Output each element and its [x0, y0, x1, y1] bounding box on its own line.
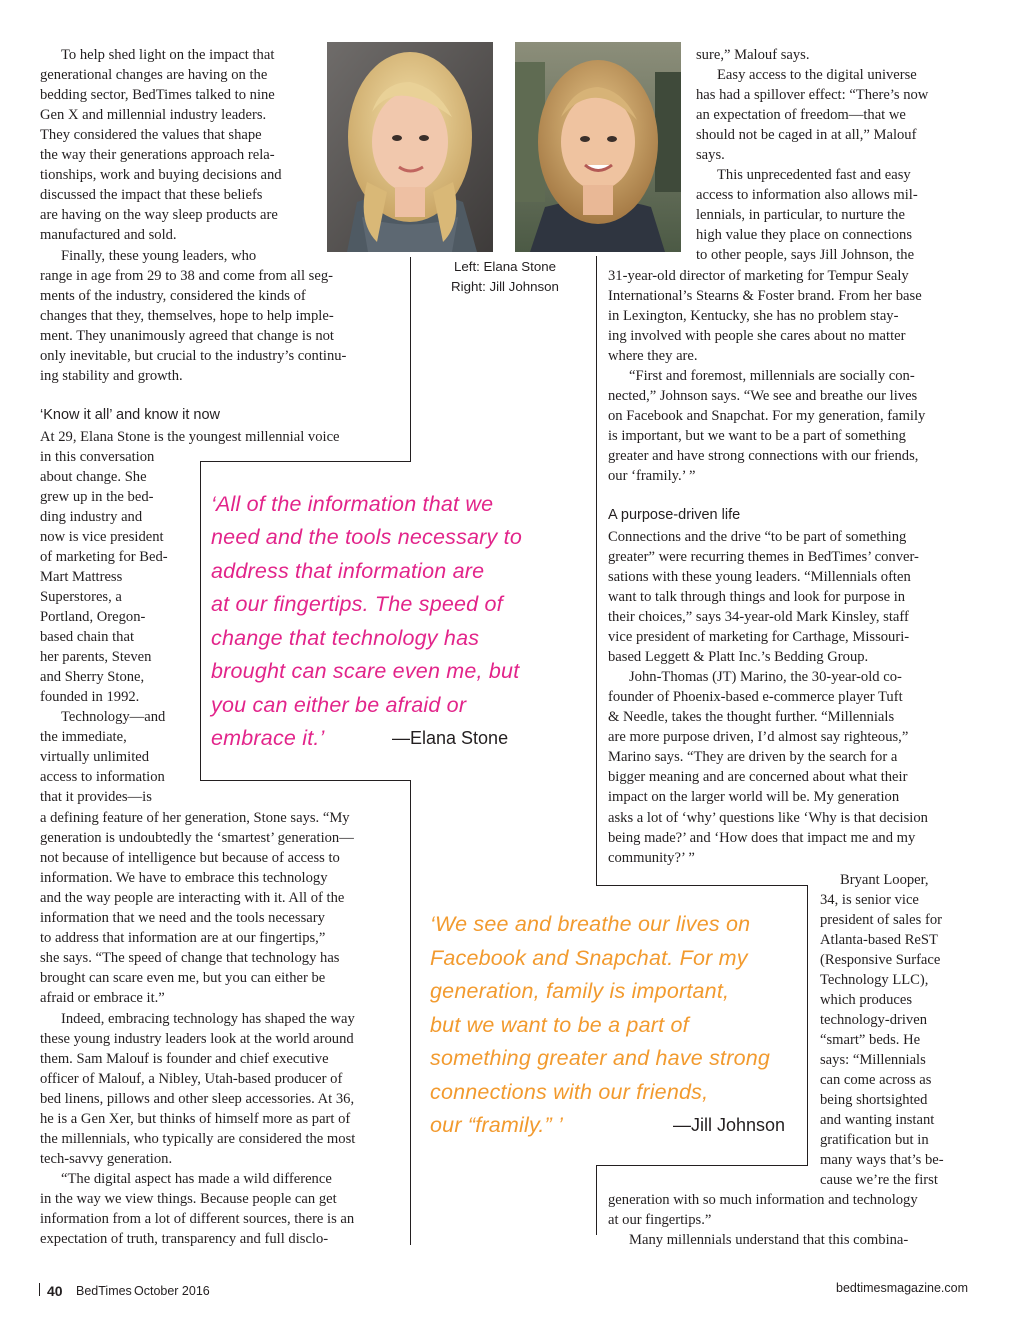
text-line: asks a lot of ‘why’ questions like ‘Why is that decision — [608, 810, 928, 826]
footer-divider — [39, 1283, 40, 1296]
text-line: ing stability and growth. — [40, 368, 183, 384]
text-line: president of sales for — [820, 912, 942, 928]
text-line: in this conversation — [40, 449, 155, 465]
text-line: nected,” Johnson says. “We see and breathe our lives — [608, 388, 918, 404]
text-line: a defining feature of her generation, Stone says. “My — [40, 810, 350, 826]
text-line: greater and have strong connections with our friends, — [608, 448, 919, 464]
text-line: founder of Phoenix-based e-commerce player Tuft — [608, 689, 903, 705]
text-line: community?’ ” — [608, 850, 695, 866]
text-line: information that we need and the tools necessary — [40, 910, 325, 926]
elana-stone-photo — [327, 42, 493, 252]
text-line: tionships, work and buying decisions and — [40, 167, 282, 183]
text-line: about change. She — [40, 469, 147, 485]
text-line: ment. They unanimously agreed that change is not — [40, 328, 334, 344]
text-line: that it provides—is — [40, 789, 152, 805]
text-line: afraid or embrace it.” — [40, 990, 165, 1006]
website-link[interactable]: bedtimesmagazine.com — [836, 1281, 969, 1295]
text-line: in Lexington, Kentucky, she has no problem stay- — [608, 308, 899, 324]
text-line: Bryant Looper, — [840, 872, 929, 888]
text-line: bed linens, pillows and other sleep accessories. At 36, — [40, 1091, 355, 1107]
text-line: founded in 1992. — [40, 689, 140, 705]
text-line: high value they place on connections — [696, 227, 912, 243]
quote-line: ‘We see and breathe our lives on — [430, 912, 751, 936]
quote-line: brought can scare even me, but — [211, 659, 520, 683]
text-line: access to information also allows mil- — [696, 187, 918, 203]
quote-line: change that technology has — [211, 626, 480, 650]
text-line: the millennials, who typically are considered the most — [40, 1131, 356, 1147]
text-line: & Needle, takes the thought further. “Millennials — [608, 709, 895, 725]
text-line: range in age from 29 to 38 and come from all seg- — [40, 268, 333, 284]
text-line: sations with these young leaders. “Millennials often — [608, 569, 911, 585]
text-line: based Leggett & Platt Inc.’s Bedding Group. — [608, 649, 869, 665]
text-line: Technology LLC), — [820, 972, 929, 988]
text-line: cause we’re the first — [820, 1172, 938, 1188]
text-line: are more purpose driven, I’d almost say righteous,” — [608, 729, 909, 745]
text-line: not because of intelligence but because of access to — [40, 850, 340, 866]
text-line: tech-savvy generation. — [40, 1151, 173, 1167]
divider-rule — [200, 780, 411, 781]
text-line: which produces — [820, 992, 912, 1008]
text-line: information from a lot of different sources, there is an — [40, 1211, 355, 1227]
text-line: only inevitable, but crucial to the industry’s continu- — [40, 348, 347, 364]
text-line: our ‘framily.’ ” — [608, 468, 696, 484]
text-line: many ways that’s be- — [820, 1152, 944, 1168]
portrait-photo-icon — [515, 42, 681, 252]
text-line: and Sherry Stone, — [40, 669, 145, 685]
text-line: Indeed, embracing technology has shaped the way — [61, 1011, 355, 1027]
quote-line: Facebook and Snapchat. For my — [430, 946, 748, 970]
text-line: her parents, Steven — [40, 649, 152, 665]
text-line: bigger meaning and are concerned about what their — [608, 769, 908, 785]
text-line: 34, is senior vice — [820, 892, 919, 908]
text-line: lennials, in particular, to nurture the — [696, 207, 905, 223]
text-line: says. — [696, 147, 725, 163]
text-line: discussed the impact that these beliefs — [40, 187, 263, 203]
divider-rule — [596, 885, 807, 886]
text-line: Marino says. “They are driven by the search for a — [608, 749, 898, 765]
caption-line-2: Right: Jill Johnson — [451, 279, 559, 294]
text-line: to other people, says Jill Johnson, the — [696, 247, 915, 263]
text-line: can come across as — [820, 1072, 932, 1088]
text-line: in the way we view things. Because people can get — [40, 1191, 337, 1207]
text-line: want to talk through things and look for purpose in — [608, 589, 906, 605]
text-line: at our fingertips.” — [608, 1212, 712, 1228]
quote-line: at our fingertips. The speed of — [211, 592, 503, 616]
text-line: 31-year-old director of marketing for Tempur Sealy — [608, 268, 909, 284]
text-line: Portland, Oregon- — [40, 609, 146, 625]
text-line: Easy access to the digital universe — [717, 67, 917, 83]
caption-line-1: Left: Elana Stone — [453, 259, 557, 274]
text-line: Gen X and millennial industry leaders. — [40, 107, 267, 123]
text-line: ing involved with people she cares about no matter — [608, 328, 906, 344]
text-line: “The digital aspect has made a wild difference — [61, 1171, 332, 1187]
quote-attribution: —Jill Johnson — [673, 1115, 786, 1135]
text-line: being shortsighted — [820, 1092, 928, 1108]
text-line: This unprecedented fast and easy — [717, 167, 911, 183]
quote-line: our “framily.” ’ — [430, 1113, 563, 1137]
section-heading-know-it-all: ‘Know it all’ and know it now — [40, 407, 220, 423]
text-line: she says. “The speed of change that technology has — [40, 950, 340, 966]
quote-line: embrace it.’ — [211, 726, 325, 750]
text-line: technology-driven — [820, 1012, 927, 1028]
portrait-photo-icon — [327, 42, 493, 252]
quote-line: something greater and have strong — [430, 1046, 771, 1070]
text-line: changes that they, themselves, hope to help imple- — [40, 308, 334, 324]
text-line: generational changes are having on the — [40, 67, 268, 83]
text-line: officer of Malouf, a Nibley, Utah-based producer of — [40, 1071, 343, 1087]
text-line: Many millennials understand that this combina- — [629, 1232, 909, 1248]
text-line: access to information — [40, 769, 165, 785]
text-line: generation with so much information and technology — [608, 1192, 918, 1208]
text-line: Technology—and — [61, 709, 166, 725]
text-line: grew up in the bed- — [40, 489, 154, 505]
text-line: their choices,” says 34-year-old Mark Kinsley, staff — [608, 609, 909, 625]
text-line: John-Thomas (JT) Marino, the 30-year-old co- — [629, 669, 902, 685]
text-line: the way their generations approach rela- — [40, 147, 275, 163]
divider-rule — [410, 780, 411, 1245]
divider-rule — [200, 461, 201, 781]
text-line: being made?’ and ‘How does that impact me and my — [608, 830, 916, 846]
magazine-name: BedTimes — [76, 1284, 132, 1298]
text-line: are having on the way sleep products are — [40, 207, 278, 223]
divider-rule — [200, 461, 411, 462]
text-line: International’s Stearns & Foster brand. From her base — [608, 288, 922, 304]
text-line: bedding sector, BedTimes talked to nine — [40, 87, 275, 103]
text-line: information. We have to embrace this technology — [40, 870, 328, 886]
text-line: (Responsive Surface — [820, 952, 941, 968]
text-line: now is vice president — [40, 529, 164, 545]
text-line: is important, but we want to be a part of something — [608, 428, 906, 444]
text-line: To help shed light on the impact that — [61, 47, 275, 63]
text-line: the immediate, — [40, 729, 127, 745]
divider-rule — [596, 256, 597, 886]
text-line: an expectation of freedom—that we — [696, 107, 906, 123]
text-line: he is a Gen Xer, but thinks of himself more as part of — [40, 1111, 351, 1127]
quote-line: connections with our friends, — [430, 1080, 709, 1104]
text-line: greater” were recurring themes in BedTimes’ conver- — [608, 549, 919, 565]
text-line: says: “Millennials — [820, 1052, 926, 1068]
divider-rule — [410, 257, 411, 462]
text-line: brought can scare even me, but you can either be — [40, 970, 326, 986]
text-line: of marketing for Bed- — [40, 549, 168, 565]
text-line: where they are. — [608, 348, 698, 364]
text-line: vice president of marketing for Carthage, Missouri- — [608, 629, 910, 645]
text-line: virtually unlimited — [40, 749, 150, 765]
text-line: “smart” beds. He — [820, 1032, 921, 1048]
page-number: 40 — [47, 1283, 63, 1299]
text-line: on Facebook and Snapchat. For my generation, family — [608, 408, 926, 424]
text-line: They considered the values that shape — [40, 127, 262, 143]
text-line: expectation of truth, transparency and full disclo- — [40, 1231, 329, 1247]
text-line: ding industry and — [40, 509, 143, 525]
text-line: Connections and the drive “to be part of something — [608, 529, 907, 545]
text-line: impact on the larger world will be. My generation — [608, 789, 900, 805]
text-line: and the way people are interacting with it. All of the — [40, 890, 345, 906]
text-line: ments of the industry, considered the kinds of — [40, 288, 306, 304]
text-line: has had a spillover effect: “There’s now — [696, 87, 929, 103]
text-line: to address that information are at our fingertips,” — [40, 930, 326, 946]
text-line: At 29, Elana Stone is the youngest millennial voice — [40, 429, 340, 445]
text-line: manufactured and sold. — [40, 227, 177, 243]
quote-line: need and the tools necessary to — [211, 525, 522, 549]
text-line: and wanting instant — [820, 1112, 935, 1128]
text-line: these young industry leaders look at the world around — [40, 1031, 354, 1047]
text-line: gratification but in — [820, 1132, 929, 1148]
quote-attribution: —Elana Stone — [392, 728, 509, 748]
quote-line: you can either be afraid or — [211, 693, 467, 717]
quote-line: ‘All of the information that we — [211, 492, 494, 516]
section-heading-purpose-driven: A purpose-driven life — [608, 507, 741, 523]
text-line: Superstores, a — [40, 589, 122, 605]
quote-line: generation, family is important, — [430, 979, 730, 1003]
jill-johnson-photo — [515, 42, 681, 252]
text-line: Finally, these young leaders, who — [61, 248, 257, 264]
text-line: “First and foremost, millennials are socially con- — [629, 368, 915, 384]
divider-rule — [596, 1165, 808, 1166]
text-line: based chain that — [40, 629, 135, 645]
text-line: should not be caged in at all,” Malouf — [696, 127, 917, 143]
quote-line: address that information are — [211, 559, 485, 583]
divider-rule — [596, 1165, 597, 1235]
quote-line: but we want to be a part of — [430, 1013, 689, 1037]
text-line: Mart Mattress — [40, 569, 123, 585]
text-line: Atlanta-based ReST — [820, 932, 938, 948]
photo-caption — [425, 257, 585, 297]
text-line: them. Sam Malouf is founder and chief executive — [40, 1051, 329, 1067]
divider-rule — [807, 885, 808, 1165]
text-line: generation is undoubtedly the ‘smartest’ generation— — [40, 830, 354, 846]
issue-date: October 2016 — [134, 1284, 210, 1298]
text-line: sure,” Malouf says. — [696, 47, 810, 63]
